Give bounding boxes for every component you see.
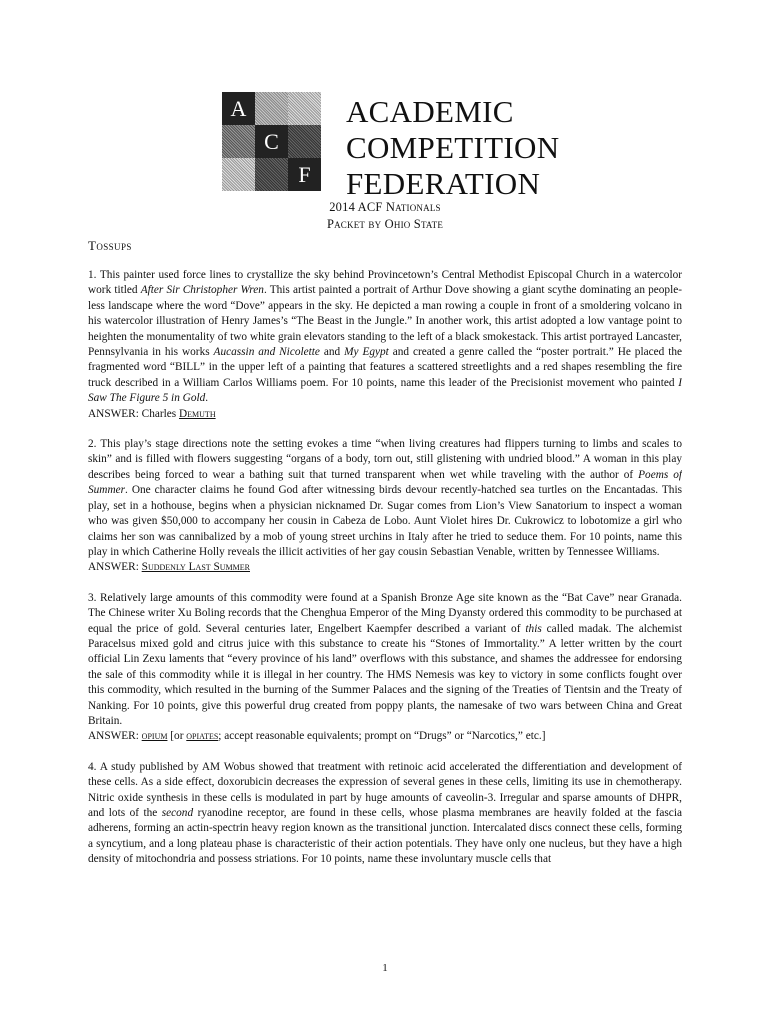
question-text: .	[205, 392, 209, 405]
acf-logo	[222, 92, 321, 191]
italic-title: My Egypt	[344, 346, 389, 359]
question-text: and	[319, 346, 345, 359]
packet-title: Packet by Ohio State	[326, 217, 444, 231]
org-name-line: ACADEMIC	[346, 94, 514, 129]
italic-title: After Sir Christopher Wren	[140, 284, 264, 297]
org-name-line: FEDERATION	[346, 166, 541, 201]
page-number: 1	[382, 962, 388, 974]
question-text: 3. Relatively large amounts of this commodity were found at a Spanish Bronze Age site known as the “Bat Cave” near Granada. The Chinese writer Xu Boling records that the Chenghua Emperor of the Ming Dyansty ordered this commodity to be purchased at equal the price of gold. Several centuries later, Engelbert Kaempfer described a variant of	[88, 591, 682, 635]
italic-title: Poems of Summer	[88, 468, 682, 497]
question-text: 1. This painter used force lines to crystallize the sky behind Provincetown’s Central Methodist Episcopal Church in a watercolor work titled	[88, 269, 682, 297]
question-body	[88, 591, 682, 730]
answer	[88, 407, 682, 422]
answer-line: Suddenly Last Summer	[141, 561, 250, 574]
logo-tile	[288, 92, 321, 125]
italic-title: second	[161, 807, 194, 819]
logo-tile	[255, 158, 288, 191]
org-name-line: COMPETITION	[346, 130, 560, 165]
tossup-question	[88, 268, 682, 422]
question-text: and created a genre called the “poster portrait.” He placed the fragmented word “BILL” in the upper left of a painting that features a scattered streetlights and a red shapes resembling the fire truck described in a William Carlos Williams poem. For 10 points, name this leader of the Precisionist movement who painted	[88, 346, 682, 389]
section-heading: Tossups	[88, 238, 132, 253]
logo-tile	[222, 125, 255, 158]
answer	[88, 560, 682, 575]
question-text: . This artist painted a portrait of Arthur Dove showing a giant scythe dominating an people-less landscape where the word “Dove” appears in the sky. He depicted a man rowing a couple in front of a smoldering volcano in his watercolor illustration of Henry James’s “The Beast in the Jungle.” In another work, this artist adopted a low vantage point to heighten the monumentality of two white grain elevators standing to the left of a black smokestack. This artist portrayed Lancaster, Pennsylvania in his works	[88, 284, 682, 359]
question-text: 4. A study published by AM Wobus showed that treatment with retinoic acid accelerated the differentiation and development of these cells. As a side effect, doxorubicin decreases the expression of several genes in these cells, limiting its use in chemotherapy. Nitric oxide synthesis in these cells is modulated in part by huge amounts of caveolin-3. Irregular and sparse amounts of DHPR, and lots of the	[88, 760, 682, 819]
italic-title: Aucassin and Nicolette	[213, 346, 320, 359]
answer	[88, 729, 682, 744]
question-text: [or	[167, 730, 187, 743]
answer-line: opiates	[186, 730, 219, 743]
question-text: ryanodine receptor, are found in these cells, whose plasma membranes are heavily folded at the fascia adherens, forming an actin-spectrin heavy region known as the transitional junction. Intercalated discs connect these cells, forming a syncytium, and a long plateau phase is characteristic of their action potentials. They have only one nucleus, but they have a high density of mitochondria and possess striations. For 10 points, name these involuntary muscle cells that	[88, 807, 682, 866]
italic-title: I Saw The Figure 5 in Gold	[88, 376, 682, 405]
logo-tile	[255, 92, 288, 125]
question-text: 2. This play’s stage directions note the setting evokes a time “when living creatures had flippers turning to limbs and scales to skin” and is filled with flowers suggesting “organs of a body, torn out, still glistening with undried blood.” A woman in this play describes being forced to wear a bathing suit that turned transparent when wet while traveling with the author of	[88, 438, 682, 481]
tossup-question	[88, 760, 682, 868]
question-text: ; accept reasonable equivalents; prompt on “Drugs” or “Narcotics,” etc.]	[218, 730, 546, 743]
question-text: ANSWER: Charles	[88, 407, 179, 420]
italic-title: this	[525, 622, 542, 635]
question-text: . One character claims he found God after witnessing birds devour recently-hatched sea turtles on the Encantadas. This play, set in a hothouse, begins when a physician nicknamed Dr. Sugar comes from Lion’s View Sanatorium to inspect a woman who was given $50,000 to accompany her cousin in Cabeza de Lobo. Aunt Violet hires Dr. Cukrowicz to lobotomize a girl who claims her son was cannibalized by a mob of young street urchins in Italy after he tried to seduce them. For 10 points, name this play in which Catherine Holly reveals the illicit activities of her gay cousin Sebastian Venable, written by Tennessee Williams.	[88, 484, 682, 558]
question-body	[88, 760, 682, 868]
logo-tile	[288, 125, 321, 158]
question-text: ANSWER:	[88, 561, 142, 574]
organization-name	[346, 94, 559, 202]
event-title: 2014 ACF Nationals	[329, 200, 441, 214]
tossup-question	[88, 437, 682, 576]
logo-letter-a: A	[222, 92, 255, 125]
question-body	[88, 268, 682, 407]
logo-tile	[222, 158, 255, 191]
logo-letter-c: C	[255, 125, 288, 158]
tossup-question	[88, 591, 682, 745]
answer-line: opium	[141, 730, 168, 743]
tossup-list	[88, 268, 682, 938]
question-text: called madak. The alchemist Paracelsus mixed gold and citrus juice with this substance to create his “Stones of Immortality.” A letter written by the court official Lin Zexu laments that “every province of his land” overflows with this substance, and shames the addressee for endorsing the sale of this commodity while it is illegal in her country. The HMS Nemesis was key to victory in some conflicts fought over this commodity, which resulted in the burning of the Summer Palaces and the signing of the Treaties of Tientsin and the Treaty of Nanking. For 10 points, give this powerful drug created from poppy plants, the namesake of two wars between China and Great Britain.	[88, 622, 682, 727]
logo-letter-f: F	[288, 158, 321, 191]
question-text: ANSWER:	[88, 730, 142, 743]
question-body	[88, 437, 682, 560]
answer-line: Demuth	[179, 407, 216, 420]
